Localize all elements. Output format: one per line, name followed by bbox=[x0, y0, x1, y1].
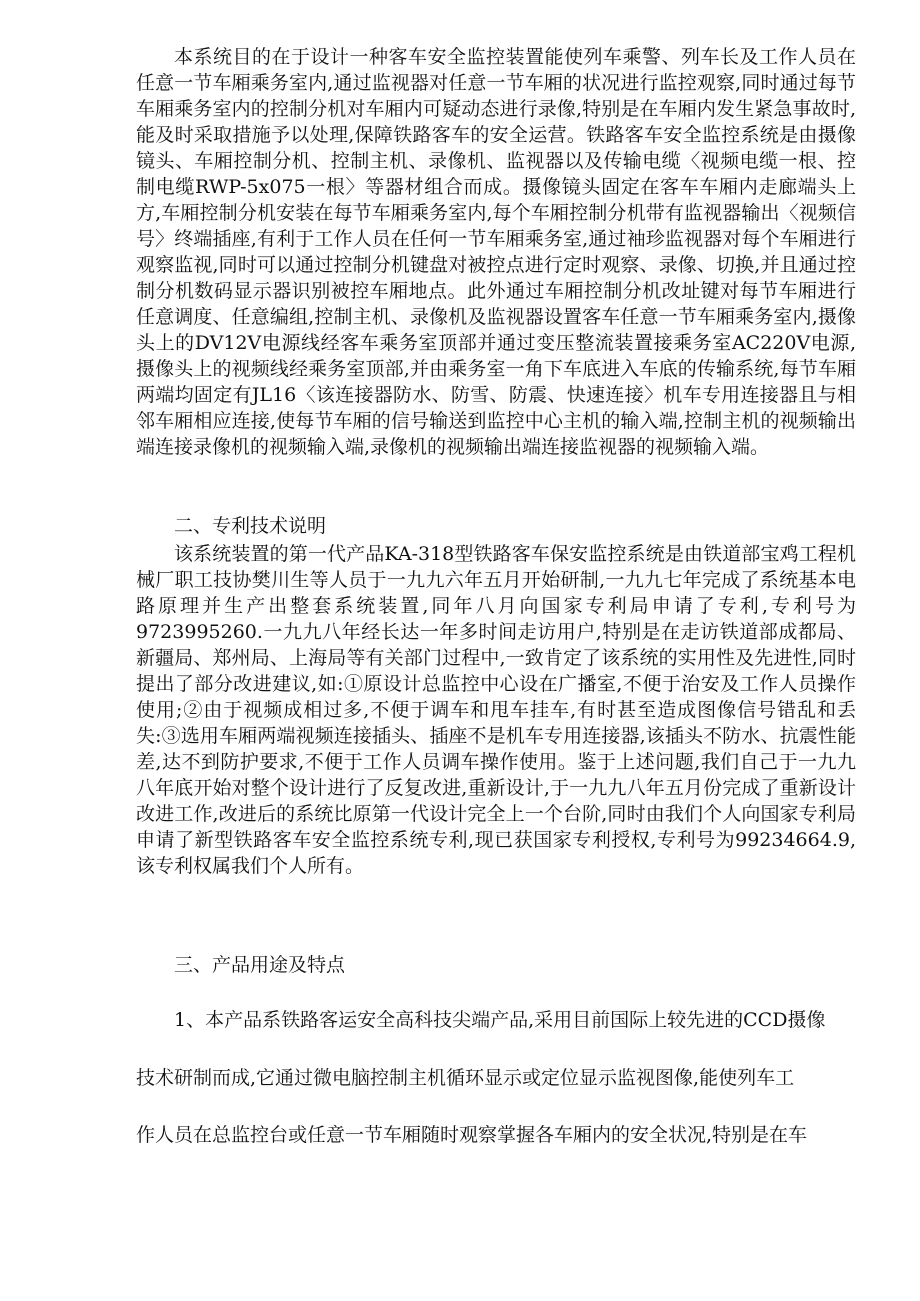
section-3-line: 作人员在总监控台或任意一节车厢随时观察掌握各车厢内的安全状况,特别是在车 bbox=[136, 1124, 808, 1146]
section-2-paragraph: 该系统装置的第一代产品KA-318型铁路客车保安监控系统是由铁道部宝鸡工程机械厂职工技协樊川生等人员于一九九六年五月开始研制,一九九七年完成了系统基本电路原理并生产出整套系统装置,同年八月向国家专利局申请了专利,专利号为9723995260.一九九八年经长达一年多时间走访用户,特别是在走访铁道部成都局、新疆局、郑州局、上海局等有关部门过程中,一致肯定了该系统的实用性及先进性,同时提出了部分改进建议,如:①原设计总监控中心设在广播室,不便于治安及工作人员操作使用;②由于视频成相过多,不便于调车和甩车挂车,有时甚至造成图像信号错乱和丢失:③选用车厢两端视频连接插头、插座不是机车专用连接器,该插头不防水、抗震性能差,达不到防护要求,不便于工作人员调车操作使用。鉴于上述问题,我们自己于一九九八年底开始对整个设计进行了反复改进,重新设计,于一九九八年五月份完成了重新设计改进工作,改进后的系统比原第一代设计完全上一个台阶,同时由我们个人向国家专利局申请了新型铁路客车安全监控系统专利,现已获国家专利授权,专利号为99234664.9,该专利权属我们个人所有。 bbox=[136, 543, 856, 877]
section-2-heading: 二、专利技术说明 bbox=[174, 515, 327, 537]
section-3-heading: 三、产品用途及特点 bbox=[174, 954, 346, 976]
section-3-line: 1、本产品系铁路客运安全高科技尖端产品,采用目前国际上较先进的CCD摄像 bbox=[174, 1009, 826, 1031]
intro-paragraph: 本系统目的在于设计一种客车安全监控装置能使列车乘警、列车长及工作人员在任意一节车厢乘务室内,通过监视器对任意一节车厢的状况进行监控观察,同时通过每节车厢乘务室内的控制分机对车厢内可疑动态进行录像,特别是在车厢内发生紧急事故时,能及时采取措施予以处理,保障铁路客车的安全运营。铁路客车安全监控系统是由摄像镜头、车厢控制分机、控制主机、录像机、监视器以及传输电缆〈视频电缆一根、控制电缆RWP-5x075一根〉等器材组合而成。摄像镜头固定在客车车厢内走廊端头上方,车厢控制分机安装在每节车厢乘务室内,每个车厢控制分机带有监视器输出〈视频信号〉终端插座,有利于工作人员在任何一节车厢乘务室,通过袖珍监视器对每个车厢进行观察监视,同时可以通过控制分机键盘对被控点进行定时观察、录像、切换,并且通过控制分机数码显示器识别被控车厢地点。此外通过车厢控制分机改址键对每节车厢进行任意调度、任意编组,控制主机、录像机及监视器设置客车任意一节车厢乘务室内,摄像头上的DV12V电源线经客车乘务室顶部并通过变压整流装置接乘务室AC220V电源,摄像头上的视频线经乘务室顶部,并由乘务室一角下车底进入车底的传输系统,每节车厢两端均固定有JL16〈该连接器防水、防雪、防震、快速连接〉机车专用连接器且与相邻车厢相应连接,使每节车厢的信号输送到监控中心主机的输入端,控制主机的视频输出端连接录像机的视频输入端,录像机的视频输出端连接监视器的视频输入端。 bbox=[136, 46, 856, 458]
section-3-line: 技术研制而成,它通过微电脑控制主机循环显示或定位显示监视图像,能使列车工 bbox=[136, 1067, 795, 1089]
